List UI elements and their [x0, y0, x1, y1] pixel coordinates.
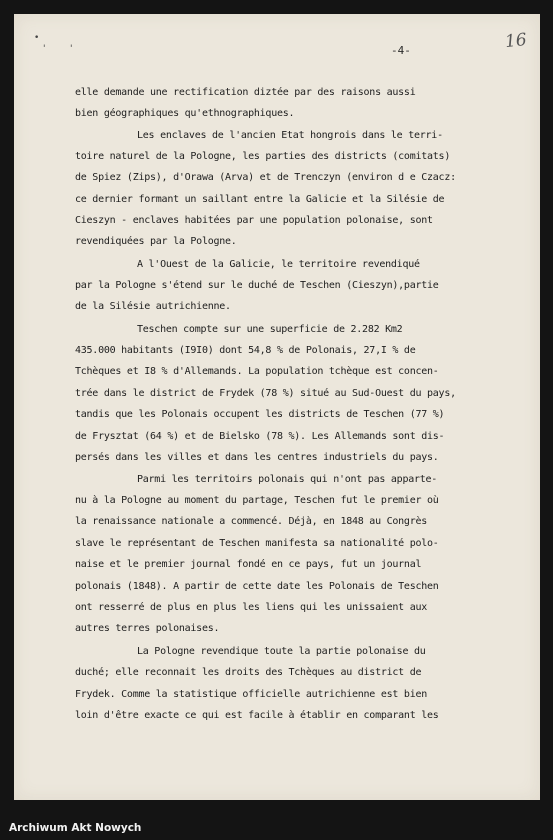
text-line: de la Silésie autrichienne.	[75, 301, 231, 312]
text-line: Cieszyn - enclaves habitées par une population polonaise, sont	[75, 215, 433, 226]
text-line: de Frysztat (64 %) et de Bielsko (78 %). Les Allemands sont dis-	[75, 431, 445, 442]
text-line: slave le représentant de Teschen manifesta sa nationalité polo-	[75, 538, 439, 549]
archive-name: Archiwum Akt Nowych	[9, 822, 142, 834]
text-line: polonais (1848). A partir de cette date les Polonais de Teschen	[75, 581, 439, 592]
margin-mark: '	[70, 44, 73, 54]
text-line: duché; elle reconnait les droits des Tchèques au district de	[75, 667, 422, 678]
text-line: autres terres polonaises.	[75, 623, 220, 634]
folio-number: 16	[504, 29, 528, 53]
text-line: Teschen compte sur une superficie de 2.282 Km2	[137, 324, 403, 335]
text-line: Les enclaves de l'ancien Etat hongrois dans le terri-	[137, 130, 443, 141]
archive-footer	[0, 800, 553, 840]
text-line: ce dernier formant un saillant entre la Galicie et la Silésie de	[75, 194, 445, 205]
text-line: toire naturel de la Pologne, les parties des districts (comitats)	[75, 151, 451, 162]
margin-mark: '	[43, 44, 46, 54]
text-line: Frydek. Comme la statistique officielle autrichienne est bien	[75, 689, 428, 700]
text-line: A l'Ouest de la Galicie, le territoire revendiqué	[137, 259, 420, 270]
text-line: loin d'être exacte ce qui est facile à établir en comparant les	[75, 710, 439, 721]
text-line: nu à la Pologne au moment du partage, Teschen fut le premier où	[75, 495, 439, 506]
margin-mark: •	[34, 33, 40, 43]
page-marker: -4-	[391, 44, 411, 57]
text-line: la renaissance nationale a commencé. Déjà, en 1848 au Congrès	[75, 516, 428, 527]
text-line: tandis que les Polonais occupent les districts de Teschen (77 %)	[75, 409, 445, 420]
text-line: persés dans les villes et dans les centres industriels du pays.	[75, 452, 439, 463]
text-line: La Pologne revendique toute la partie polonaise du	[137, 646, 426, 657]
text-line: revendiquées par la Pologne.	[75, 236, 237, 247]
text-line: naise et le premier journal fondé en ce pays, fut un journal	[75, 559, 422, 570]
text-line: elle demande une rectification diztée par des raisons aussi	[75, 87, 416, 98]
text-line: 435.000 habitants (I9I0) dont 54,8 % de Polonais, 27,I % de	[75, 345, 416, 356]
text-line: Parmi les territoirs polonais qui n'ont pas apparte-	[137, 474, 438, 485]
text-line: trée dans le district de Frydek (78 %) situé au Sud-Ouest du pays,	[75, 388, 456, 399]
text-line: Tchèques et I8 % d'Allemands. La population tchèque est concen-	[75, 366, 439, 377]
text-line: par la Pologne s'étend sur le duché de Teschen (Cieszyn),partie	[75, 280, 439, 291]
text-line: ont resserré de plus en plus les liens qui les unissaient aux	[75, 602, 428, 613]
text-line: de Spiez (Zips), d'Orawa (Arva) et de Trenczyn (environ d e Czacz:	[75, 172, 456, 183]
text-line: bien géographiques qu'ethnographiques.	[75, 108, 295, 119]
